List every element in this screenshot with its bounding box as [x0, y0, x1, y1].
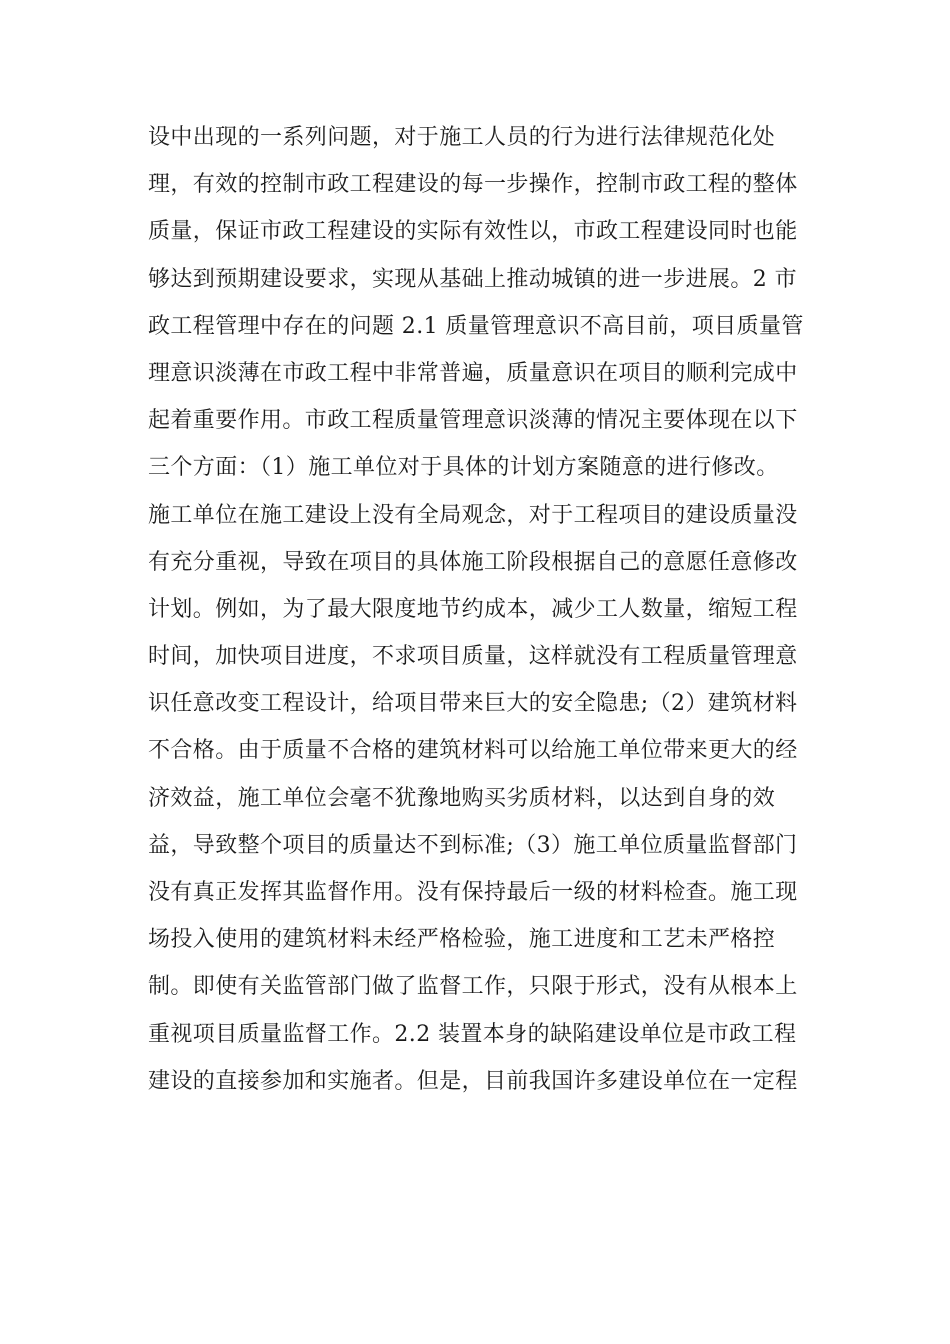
text-line: 益，导致整个项目的质量达不到标准;（3）施工单位质量监督部门 — [148, 832, 798, 858]
text-line: 识任意改变工程设计，给项目带来巨大的安全隐患;（2）建筑材料 — [148, 691, 798, 717]
text-line: 三个方面：（1）施工单位对于具体的计划方案随意的进行修改。 — [148, 455, 779, 481]
text-line: 政工程管理中存在的问题 2.1 质量管理意识不高目前，项目质量管 — [148, 313, 804, 339]
text-line: 计划。例如，为了最大限度地节约成本，减少工人数量，缩短工程 — [148, 596, 798, 622]
body-text — [148, 114, 808, 1105]
text-line: 没有真正发挥其监督作用。没有保持最后一级的材料检查。施工现 — [148, 880, 798, 905]
text-line: 理意识淡薄在市政工程中非常普遍，质量意识在项目的顺利完成中 — [148, 360, 798, 386]
text-line: 起着重要作用。市政工程质量管理意识淡薄的情况主要体现在以下 — [148, 408, 798, 434]
text-line: 不合格。由于质量不合格的建筑材料可以给施工单位带来更大的经 — [148, 738, 798, 764]
text-line: 建设的直接参加和实施者。但是，目前我国许多建设单位在一定程 — [148, 1068, 798, 1094]
text-line: 质量，保证市政工程建设的实际有效性以，市政工程建设同时也能 — [148, 219, 798, 245]
text-line: 设中出现的一系列问题，对于施工人员的行为进行法律规范化处 — [148, 125, 776, 150]
text-line: 场投入使用的建筑材料未经严格检验，施工进度和工艺未严格控 — [148, 927, 776, 953]
text-line: 够达到预期建设要求，实现从基础上推动城镇的进一步进展。2 市 — [148, 266, 797, 292]
text-line: 有充分重视，导致在项目的具体施工阶段根据自己的意愿任意修改 — [148, 549, 798, 575]
text-line: 重视项目质量监督工作。2.2 装置本身的缺陷建设单位是市政工程 — [148, 1021, 797, 1047]
text-line: 济效益，施工单位会毫不犹豫地购买劣质材料，以达到自身的效 — [148, 785, 776, 811]
text-line: 施工单位在施工建设上没有全局观念，对于工程项目的建设质量没 — [148, 502, 798, 528]
text-line: 制。即使有关监管部门做了监督工作，只限于形式，没有从根本上 — [148, 974, 798, 1000]
text-line: 理，有效的控制市政工程建设的每一步操作，控制市政工程的整体 — [148, 172, 798, 198]
text-line: 时间，加快项目进度，不求项目质量，这样就没有工程质量管理意 — [148, 644, 798, 670]
